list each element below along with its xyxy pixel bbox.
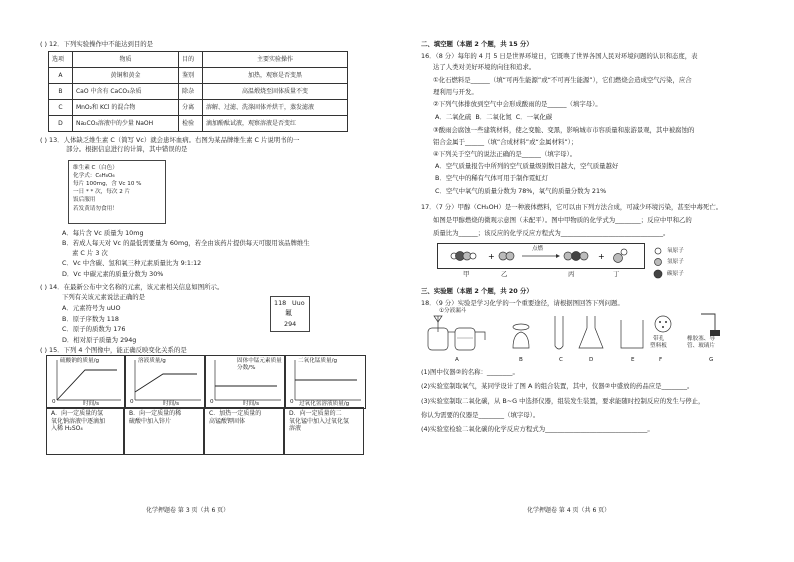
product-label: 丙 — [568, 270, 575, 278]
q14-option: A．元素符号为 uUO — [62, 304, 121, 312]
legend-label: 氢原子 — [667, 259, 684, 265]
apparatus-g — [701, 314, 720, 336]
apparatus-label: F — [659, 357, 663, 363]
q12-cell: 高温煅烧至固体质量不变 — [203, 84, 348, 100]
apparatus-label: E — [631, 357, 635, 363]
q16-line: B．空气中的稀有气体可用于制作霓虹灯 — [435, 174, 549, 182]
ignite-label: 点燃 — [532, 246, 544, 252]
graph-d-caption — [284, 407, 364, 455]
apparatus-e — [621, 320, 643, 348]
graph-ylabel: 硫酸钠的质量/g — [60, 358, 99, 364]
q13-option: 素 C 片 3 次 — [72, 249, 108, 257]
q14-option: B．原子序数为 118 — [62, 315, 119, 323]
graph-origin: 0 — [52, 399, 56, 405]
graph-c-frame — [204, 355, 286, 409]
q14-stem: 下列有关该元素说法正确的是 — [62, 293, 146, 301]
q13-stem: 部分。根据信息进行的计算，其中错误的是 — [66, 145, 188, 153]
q12-cell: MnO₂和 KCl 的混合物 — [72, 100, 178, 116]
q13-option: C．Vc 中含碳、氢和氧三种元素质量比为 9:1:12 — [62, 259, 202, 267]
apparatus-b — [513, 324, 529, 348]
element-symbol: Uuo — [292, 299, 305, 307]
section-title: 二、填空题（本题 2 个题，共 15 分） — [421, 40, 533, 48]
q12-table — [48, 51, 348, 132]
q12-cell: C — [49, 100, 73, 116]
label-line: 每片 100mg，含 Vc 10 % — [73, 181, 142, 188]
caption-line: 氧化钠溶液中逐滴加 — [51, 417, 106, 425]
q12-cell: 加热，观察是否变黑 — [203, 68, 348, 84]
graph-origin: 0 — [290, 399, 294, 405]
graph-xlabel: 时间/s — [163, 401, 179, 407]
page-footer: 化学押题卷 第 4 页（共 6 页） — [527, 507, 611, 514]
graph-b-curve — [135, 374, 197, 392]
atomic-mass: 294 — [284, 320, 297, 328]
graph-c-caption — [204, 407, 284, 455]
q12-header: 选项 — [49, 52, 73, 68]
funnel-label: ①分液漏斗 — [439, 308, 467, 314]
q18-line: (4)实验室检验二氧化碳的化学反应方程式为________________________________。 — [421, 425, 654, 433]
apparatus-label: A — [455, 357, 459, 363]
q13-option: B．若成人每天对 Vc 的最低需要量为 60mg，若全由该药片提供每天可服用该品牌维生 — [62, 239, 310, 247]
vitamin-label — [68, 160, 166, 224]
f-label: 塑料板 — [650, 343, 667, 349]
element-name: 鿫 — [285, 309, 292, 317]
page-footer: 化学押题卷 第 3 页（共 6 页） — [146, 507, 230, 514]
q14-option: C．原子的质数为 176 — [62, 325, 126, 333]
element-tile — [270, 296, 310, 332]
graph-xlabel: 时间/s — [243, 401, 259, 407]
q15-stem: ( ) 15．下列 4 个图像中，能正确反映变化关系的是 — [40, 346, 187, 354]
caption-line: 溶液 — [289, 425, 302, 432]
graph-origin: 0 — [210, 399, 214, 405]
svg-text:+: + — [598, 252, 605, 261]
q16-line: 理利用与开发。 — [433, 88, 478, 96]
q12-cell: 滴加酚酞试液，观察溶液是否变红 — [203, 116, 348, 132]
q18-line: (3)实验室制取二氧化碳，从 B~G 中选择仪器，组装发生装置，要求能随时控制反应的发生与停止， — [421, 397, 705, 405]
q12-cell: CaO 中含有 CaCO₃杂质 — [72, 84, 178, 100]
graph-ylabel: 固体中锰元素质量分数/% — [237, 358, 282, 371]
g-label: 管、玻璃片 — [687, 343, 715, 349]
q16-line: 铝合金属于______（填“合成材料”或“金属材料”）； — [433, 138, 578, 146]
graph-a-caption — [46, 407, 124, 455]
methanol-molecule — [451, 252, 476, 261]
q13-stem: ( ) 13．人体缺乏维生素 C（简写 Vc）就会患坏血病。右图为某品牌维生素 C 片说明书的一 — [40, 136, 300, 144]
q12-cell: 鉴别 — [179, 68, 203, 84]
q12-cell: 黄铜和黄金 — [72, 68, 178, 84]
q12-cell: A — [49, 68, 73, 84]
q16-line: ④下列关于空气的说法正确的是______（填字母）。 — [433, 150, 577, 158]
caption-line: B．向一定质量的稀 — [129, 410, 182, 417]
graph-d-frame — [284, 355, 366, 409]
caption-line: C．加热一定质量的 — [209, 410, 262, 417]
apparatus-label: C — [559, 357, 563, 363]
q14-option: D．相对原子质量为 294g — [62, 336, 137, 344]
label-line: 一日 * * 次，每次 2 片 — [73, 189, 131, 196]
g-label: 橡胶塞、导 — [687, 336, 715, 342]
q17-line: 17．（7 分）甲醇（CH₃OH）是一种液体燃料，它可以由下列方法合成，可减少环境污染，甚至中毒死亡。 — [421, 203, 723, 211]
apparatus-label: G — [709, 357, 714, 363]
label-line: 化学式：C₆H₈O₆ — [73, 173, 115, 180]
apparatus-d — [579, 316, 603, 348]
apparatus-c — [555, 316, 563, 349]
apparatus-figure — [421, 310, 731, 358]
q12-cell: Na₂CO₃溶液中的少量 NaOH — [72, 116, 178, 132]
q18-stem: 18．（9 分）实验是学习化学的一个重要途径，请根据图回答下列问题。 — [421, 299, 624, 307]
atomic-number: 118 — [274, 299, 287, 307]
section-title: 三、实验题（本题 2 个题，共 20 分） — [421, 287, 533, 295]
q17-line: 如图是甲醇燃烧的微观示意图（未配平）。图中甲物质的化学式为________；反应中甲和乙的 — [433, 216, 692, 224]
q12-header: 物质 — [72, 52, 178, 68]
f-label: 带孔 — [653, 336, 665, 342]
q16-line: ②下列气体排放到空气中会形成酸雨的是______（填字母）。 — [433, 100, 602, 108]
q16-line: A．空气质量报告中所列的空气质量级别数目越大，空气质量越好 — [435, 162, 619, 170]
co2-molecule — [564, 252, 588, 261]
reactant-label: 甲 — [463, 270, 470, 278]
apparatus-f — [655, 316, 671, 332]
water-molecule — [614, 249, 628, 263]
legend-label: 碳原子 — [667, 271, 684, 277]
product-label: 丁 — [613, 270, 620, 278]
graph-b-caption — [124, 407, 204, 455]
graph-a-curve — [57, 370, 117, 400]
graph-xlabel: 过氧化氢溶液质量/g — [299, 401, 350, 407]
q12-cell: 检验 — [179, 116, 203, 132]
caption-line: 氧化锰中加入过氧化氢 — [289, 417, 350, 425]
q18-line: 你认为需要的仪器是________（填字母）。 — [421, 411, 540, 419]
q12-cell: 分离 — [179, 100, 203, 116]
graph-xlabel: 时间/s — [83, 401, 99, 407]
q13-option: D．Vc 中碳元素的质量分数为 30% — [62, 270, 164, 278]
graph-b-frame — [124, 355, 206, 409]
reactant-label: 乙 — [501, 270, 508, 278]
oxygen-molecule — [499, 252, 514, 260]
q12-header: 主要实验操作 — [203, 52, 348, 68]
label-line: 饭后服用 — [73, 197, 96, 204]
graph-ylabel: 溶液质量/g — [138, 358, 166, 364]
q18-line: (1)图中仪器②的名称：________。 — [421, 368, 519, 376]
q12-cell: 除杂 — [179, 84, 203, 100]
q17-line: 质量比为______；该反应的化学反应方程式为________________________________。 — [433, 229, 670, 237]
legend-label: 氧原子 — [667, 248, 684, 254]
atom-legend — [653, 246, 665, 286]
q16-line: ①化石燃料是______（填“可再生能源”或“不可再生能源”），它们燃烧会造成空气污染，应合 — [433, 76, 692, 84]
q14-stem: ( ) 14．在最新公布中文名称的元素，该元素相关信息如图所示。 — [40, 283, 224, 291]
graph-origin: 0 — [130, 399, 134, 405]
reaction-diagram — [437, 243, 645, 269]
svg-text:+: + — [488, 252, 495, 261]
caption-line: 硫酸中加入锌片 — [129, 417, 172, 425]
graph-ylabel: 二氧化锰质量/g — [298, 358, 337, 364]
q16-line: 达了人类对美好环境的向往和追求。 — [433, 63, 536, 71]
caption-line: 入稀 H₂SO₄ — [51, 425, 83, 432]
graph-a-frame — [46, 355, 126, 409]
q13-option: A．每片含 Vc 质量为 10mg — [62, 229, 144, 237]
q16-line: ③酸雨会腐蚀一些建筑材料，使之变脆、变黑，影响城市市容质量和旅游景观，其中被腐蚀的 — [433, 126, 695, 134]
q16-line: C．空气中氧气的质量分数为 78%，氧气的质量分数为 21% — [435, 187, 607, 195]
q12-header: 目的 — [179, 52, 203, 68]
caption-line: A．向一定质量的氢 — [51, 410, 104, 417]
apparatus-label: D — [589, 357, 594, 363]
caption-line: D．向一定质量的二 — [289, 410, 342, 417]
q12-cell: B — [49, 84, 73, 100]
q12-cell: 溶解、过滤、洗涤固体并烘干，蒸发滤液 — [203, 100, 348, 116]
apparatus-a — [428, 316, 485, 350]
label-line: 维生素 C（白色） — [73, 165, 118, 171]
q18-line: (2)实验室制取氧气，某同学设计了图 A 的组合装置，其中，仪器②中盛放的药品应是________。 — [421, 382, 694, 390]
apparatus-label: B — [519, 357, 523, 363]
caption-line: 高锰酸钾固体 — [209, 417, 246, 425]
q16-line: A．二氧化硫 B．二氧化氮 C．一氧化碳 — [435, 113, 553, 121]
q16-line: 16．（8 分）每年的 4 月 5 日是世界环境日，它既唤了世界各国人民对环境问题的认识和态度，表 — [421, 52, 698, 60]
right-page — [397, 0, 794, 562]
q12-cell: D — [49, 116, 73, 132]
label-line: 若发黄请勿食用！ — [73, 205, 118, 212]
q12-stem: ( ) 12．下列实验操作中不能达到目的是 — [40, 40, 154, 48]
